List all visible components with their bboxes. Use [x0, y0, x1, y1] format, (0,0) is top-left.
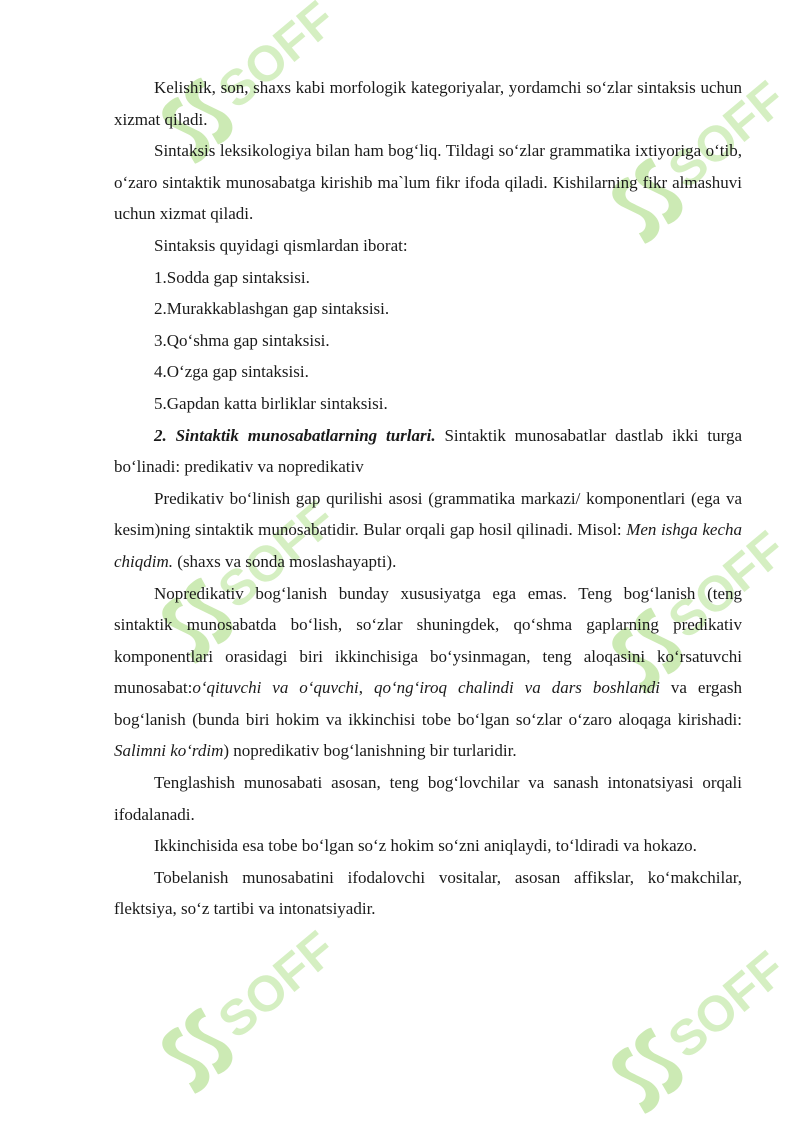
example: o‘qituvchi va o‘quvchi [192, 678, 359, 698]
text: Nopredikativ bog‘lanish bunday xususiyatga ega emas. Teng bog‘lanish (teng sintaktik munosabatda bo‘lish, so‘zlar shuningdek, qo‘shma gaplarning predikativ komponentlari orasidagi biri ikkinchisiga bo‘ysinmagan, teng aloqasini ko‘rsatuvchi munosabat: [114, 583, 742, 698]
paragraph: Kelishik, son, shaxs kabi morfologik kategoriyalar, yordamchi so‘zlar sintaksis uchun xizmat qiladi. [114, 78, 742, 129]
document-body [114, 72, 742, 925]
section-paragraph [114, 420, 742, 483]
section-heading: 2. Sintaktik munosabatlarning turlari. [154, 425, 436, 445]
list-item: 5.Gapdan katta birliklar sintaksisi. [154, 393, 388, 413]
watermark-logo [150, 899, 370, 1102]
list-item: 4.O‘zga gap sintaksisi. [154, 362, 309, 382]
example: qo‘ng‘iroq chalindi va dars boshlandi [374, 678, 660, 698]
list-item: 2.Murakkablashgan gap sintaksisi. [154, 299, 390, 319]
example: Salimni ko‘rdim [114, 741, 224, 761]
paragraph: Tenglashish munosabati asosan, teng bog‘lovchilar va sanash intonatsiyasi orqali ifodalanadi. [114, 773, 742, 824]
list-item: 1.Sodda gap sintaksisi. [154, 267, 310, 287]
watermark-logo [600, 919, 800, 1122]
paragraph [114, 578, 742, 768]
text: (shaxs va sonda moslashayapti). [173, 551, 397, 571]
paragraph: Sintaksis leksikologiya bilan ham bog‘liq. Tildagi so‘zlar grammatika ixtiyoriga o‘tib, o‘zaro sintaktik munosabatga kirishib ma`lum fikr ifoda qiladi. Kishilarning fikr almashuvi uchun xizmat qiladi. [114, 141, 742, 224]
text: , [358, 678, 374, 698]
paragraph: Tobelanish munosabatini ifodalovchi vositalar, asosan affikslar, ko‘makchilar, flektsiya, so‘z tartibi va intonatsiyadir. [114, 867, 742, 919]
section-text: Sintaktik munosabatlar dastlab ikki turga bo‘linadi: predikativ va nopredikativ [114, 425, 742, 477]
paragraph: Ikkinchisida esa tobe bo‘lgan so‘z hokim so‘zni aniqlaydi, to‘ldiradi va hokazo. [154, 836, 697, 856]
paragraph [114, 483, 742, 578]
list-item: 3.Qo‘shma gap sintaksisi. [154, 330, 330, 350]
text: va ergash bog‘lanish (bunda biri hokim va ikkinchisi tobe bo‘lgan so‘zlar o‘zaro aloqaga kirishadi: [114, 678, 742, 729]
paragraph: Sintaksis quyidagi qismlardan iborat: [154, 235, 408, 255]
example: Men ishga kecha chiqdim. [114, 520, 742, 571]
text: ) nopredikativ bog‘lanishning bir turlaridir. [223, 741, 517, 761]
text: Predikativ bo‘linish gap qurilishi asosi (grammatika markazi/ komponentlari (ega va kesim)ning sintaktik munosabatidir. Bular orqali gap hosil qilinadi. Misol: [114, 488, 742, 540]
